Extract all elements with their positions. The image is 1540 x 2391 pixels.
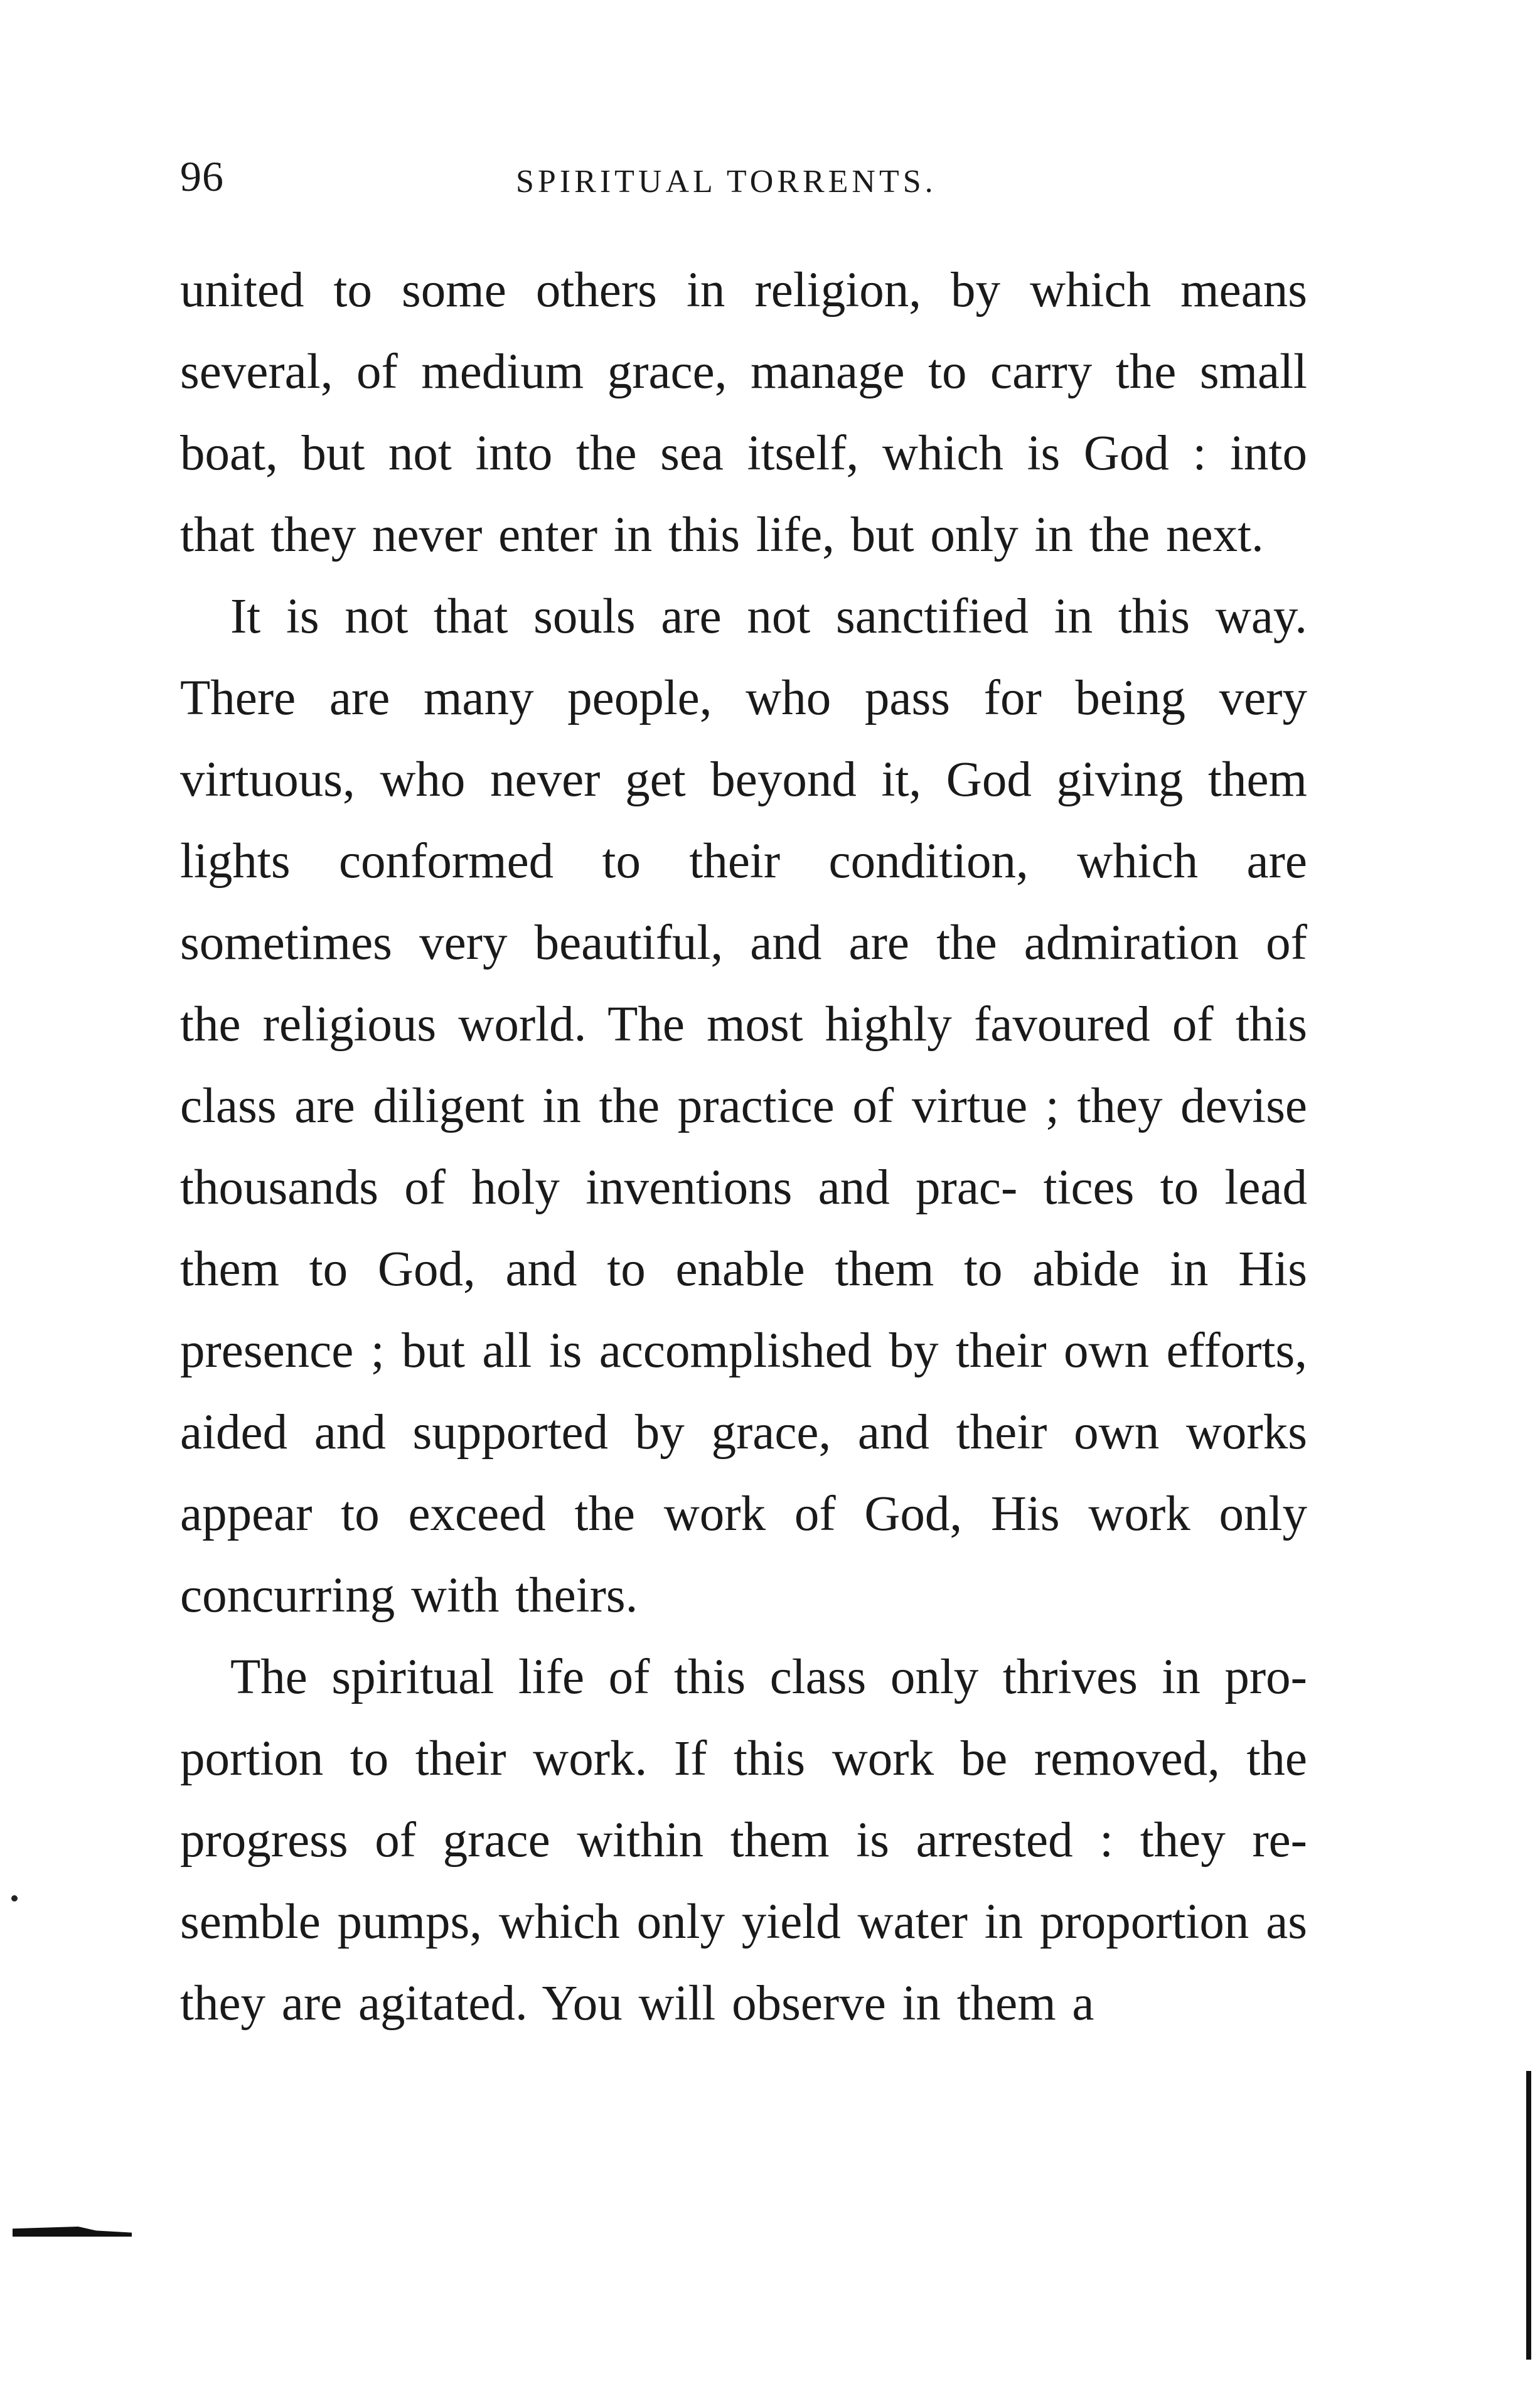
page-number: 96 (180, 152, 224, 200)
running-title: SPIRITUAL TORRENTS. (516, 164, 937, 200)
paragraph-2: It is not that souls are not sanctified in this way. There are many people, who pass for being very virtuous, who never get beyond it, God giving them lights conformed to their condition, which are sometimes very beautiful, and are the admiration of the religious world. The most highly favoured of this class are diligent in the practice of virtue ; they devise thousands of holy inventions and prac- tices to lead them to God, and to enable them to abide in His presence ; but all is accomplished by their own efforts, aided and supported by grace, and their own works appear to exceed the work of God, His work only concurring with theirs. (180, 589, 1307, 1623)
body-text (180, 250, 1307, 2045)
paragraph-3: The spiritual life of this class only thrives in pro- portion to their work. If this work be removed, the progress of grace within them is arrested : they re- semble pumps, which only yield water in proportion as they are agitated. You will observe in them a (180, 1650, 1307, 2031)
scan-speck (11, 1895, 18, 1902)
page-header (180, 144, 1310, 213)
scan-artifact-left (13, 2227, 132, 2237)
scan-artifact-right (1526, 2071, 1531, 2360)
paragraph-1: united to some others in religion, by which means several, of medium grace, manage to carry the small boat, but not into the sea itself, which is God : into that they never enter in this life, but only in the next. (180, 263, 1307, 562)
